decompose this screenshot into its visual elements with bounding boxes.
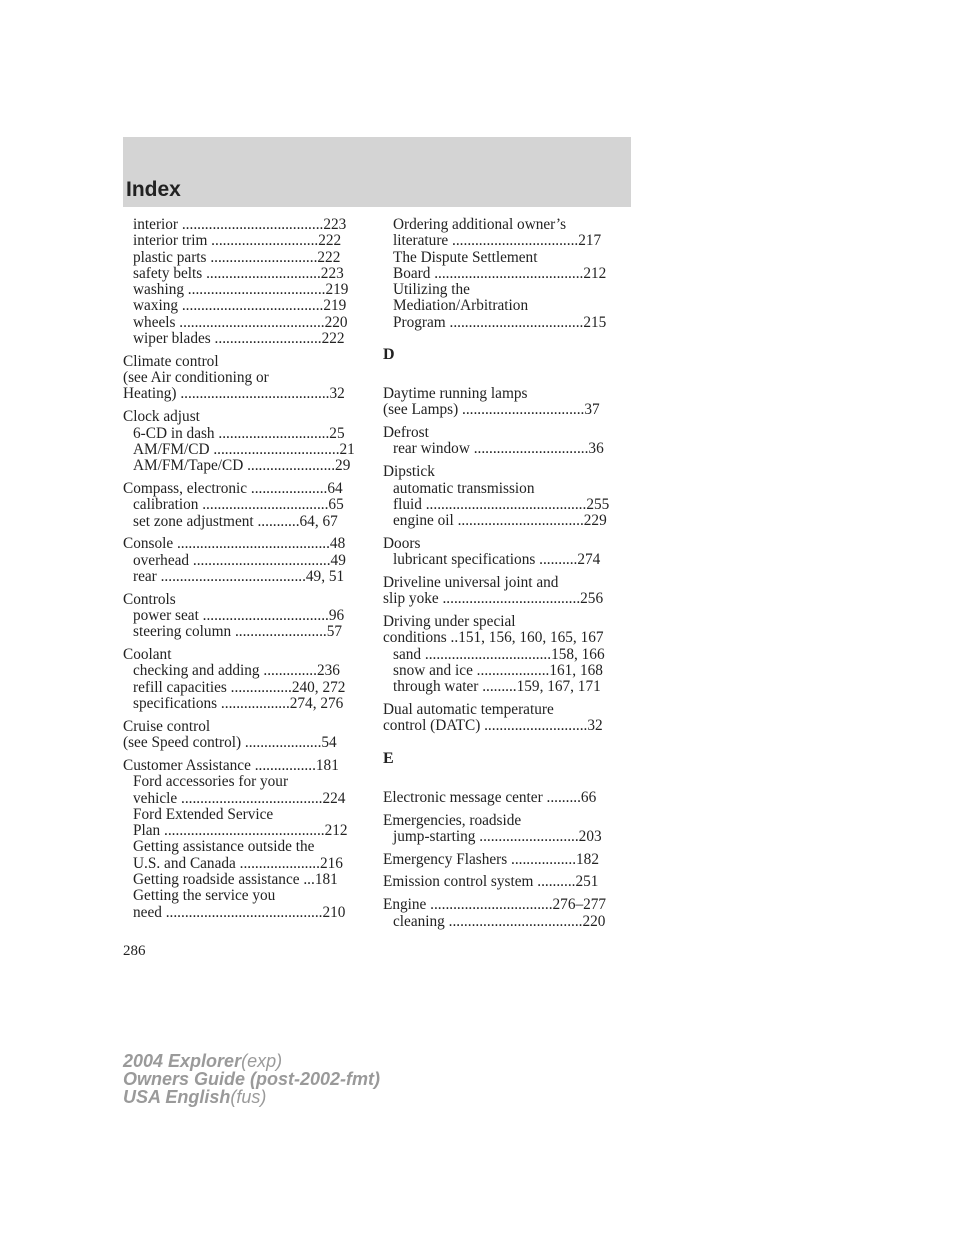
index-entry [383, 813, 623, 846]
index-subentry: Ford accessories for your [133, 773, 289, 791]
index-subentry: cleaning ...................................220 [393, 912, 606, 930]
index-subentry: rear window ..............................36 [393, 440, 604, 458]
index-subentry: fluid ..........................................255 [393, 495, 610, 513]
index-subentry: AM/FM/CD .................................21 [133, 440, 355, 458]
index-column-left [123, 217, 363, 927]
index-subentry: waxing .....................................219 [133, 297, 347, 315]
index-term: Clock adjust [123, 408, 200, 426]
index-subentry: checking and adding ..............236 [133, 662, 340, 680]
index-entry [383, 614, 623, 695]
index-entry [383, 464, 623, 529]
index-entry [383, 425, 623, 458]
index-term: Emission control system ..........251 [383, 873, 599, 891]
index-subentry: Program ...................................215 [393, 313, 607, 331]
index-subentry: vehicle .....................................224 [133, 789, 346, 807]
index-subentry: The Dispute Settlement [393, 248, 538, 266]
index-subentry: automatic transmission [393, 479, 535, 497]
index-subentry: Getting roadside assistance ...181 [133, 870, 338, 888]
footer-main: 2004 Explorer [123, 1051, 242, 1071]
index-subentry: Getting assistance outside the [133, 838, 315, 856]
index-term: slip yoke ....................................256 [383, 590, 604, 608]
index-subentry: Utilizing the [393, 281, 470, 299]
index-subentry: interior trim ............................222 [133, 232, 342, 250]
footer-line [123, 1070, 380, 1088]
footer-main: Owners Guide (post-2002-fmt) [123, 1069, 381, 1089]
footer-line [123, 1052, 380, 1070]
index-entry [383, 852, 623, 868]
index-subentry: sand .................................158, 166 [393, 645, 605, 663]
index-term: Dual automatic temperature [383, 701, 554, 719]
index-subentry: power seat .................................96 [133, 607, 345, 625]
index-entry [383, 702, 623, 735]
index-entry [383, 536, 623, 569]
index-entry [123, 758, 363, 921]
index-entry [123, 536, 363, 585]
index-term: conditions ..151, 156, 160, 165, 167 [383, 629, 604, 647]
index-subentry: refill capacities ................240, 272 [133, 678, 346, 696]
index-entry [123, 719, 363, 752]
index-subentry: Ford Extended Service [133, 805, 274, 823]
index-subentry: calibration .................................65 [133, 496, 344, 514]
footer-code: (fus) [230, 1087, 267, 1107]
index-subentry: specifications ..................274, 276 [133, 695, 344, 713]
index-entry [123, 354, 363, 403]
index-entry [123, 592, 363, 641]
index-entry [383, 897, 623, 930]
footer-main: USA English [123, 1087, 231, 1107]
index-entry [383, 790, 623, 806]
index-subentry: washing ....................................219 [133, 281, 349, 299]
index-subentry: lubricant specifications ..........274 [393, 551, 601, 569]
index-entry [123, 647, 363, 712]
index-term: Daytime running lamps [383, 385, 528, 403]
index-subentry: wheels ......................................220 [133, 313, 348, 331]
index-term: Customer Assistance ................181 [123, 756, 339, 774]
index-entry [123, 217, 363, 347]
index-subentry: steering column ........................57 [133, 623, 343, 641]
index-subentry: AM/FM/Tape/CD .......................29 [133, 457, 351, 475]
index-term: Heating) .......................................32 [123, 385, 345, 403]
index-entry [383, 217, 623, 331]
index-subentry: snow and ice ...................161, 168 [393, 662, 603, 680]
index-term: (see Air conditioning or [123, 369, 269, 387]
index-term: Emergencies, roadside [383, 811, 522, 829]
index-entry [383, 386, 623, 419]
index-subentry: U.S. and Canada .....................216 [133, 854, 343, 872]
footer [123, 1052, 380, 1106]
index-subentry: engine oil .................................229 [393, 512, 607, 530]
index-subentry: 6-CD in dash .............................25 [133, 424, 345, 442]
index-subentry: safety belts ..............................223 [133, 264, 344, 282]
index-term: Controls [123, 590, 176, 608]
footer-line [123, 1088, 380, 1106]
index-subentry: Mediation/Arbitration [393, 297, 529, 315]
index-subentry: Plan ..........................................212 [133, 822, 348, 840]
index-letter-heading: E [383, 749, 394, 767]
index-entry [123, 481, 363, 530]
index-term: Cruise control [123, 717, 211, 735]
index-subentry: rear ......................................49, 51 [133, 567, 345, 585]
index-subentry: Board .......................................212 [393, 264, 607, 282]
index-subentry: set zone adjustment ...........64, 67 [133, 512, 338, 530]
page-number: 286 [123, 943, 146, 959]
index-entry [383, 874, 623, 890]
index-term: Compass, electronic ....................64 [123, 479, 343, 497]
index-term: control (DATC) ...........................32 [383, 717, 603, 735]
index-subentry: Ordering additional owner’s [393, 216, 567, 233]
index-term: Doors [383, 534, 421, 552]
footer-code: (exp) [241, 1051, 283, 1071]
index-term: (see Lamps) ................................37 [383, 401, 600, 419]
index-term: Defrost [383, 424, 429, 442]
index-term: Driveline universal joint and [383, 574, 559, 592]
index-column-right [383, 217, 623, 936]
index-subentry: plastic parts ............................222 [133, 248, 341, 266]
index-letter-heading: D [383, 346, 395, 364]
index-term: Driving under special [383, 613, 516, 631]
index-entry [123, 409, 363, 474]
page-title: Index [126, 178, 181, 201]
index-term: Engine ................................276–277 [383, 896, 607, 914]
index-term: Console ........................................48 [123, 535, 346, 553]
index-subentry: jump-starting ..........................203 [393, 827, 602, 845]
index-subentry: overhead ....................................49 [133, 551, 346, 569]
index-entry [383, 575, 623, 608]
index-term: Dipstick [383, 463, 435, 481]
index-term: (see Speed control) ....................54 [123, 734, 337, 752]
index-subentry: need .........................................210 [133, 903, 346, 921]
index-term: Climate control [123, 352, 219, 370]
index-subentry: interior .....................................223 [133, 216, 347, 233]
index-subentry: Getting the service you [133, 887, 276, 905]
index-subentry: wiper blades ............................222 [133, 330, 345, 348]
index-subentry: literature .................................217 [393, 232, 602, 250]
index-term: Emergency Flashers .................182 [383, 850, 599, 868]
index-term: Coolant [123, 646, 172, 664]
index-term: Electronic message center .........66 [383, 788, 597, 806]
index-subentry: through water .........159, 167, 171 [393, 678, 601, 696]
header-band [123, 137, 631, 207]
